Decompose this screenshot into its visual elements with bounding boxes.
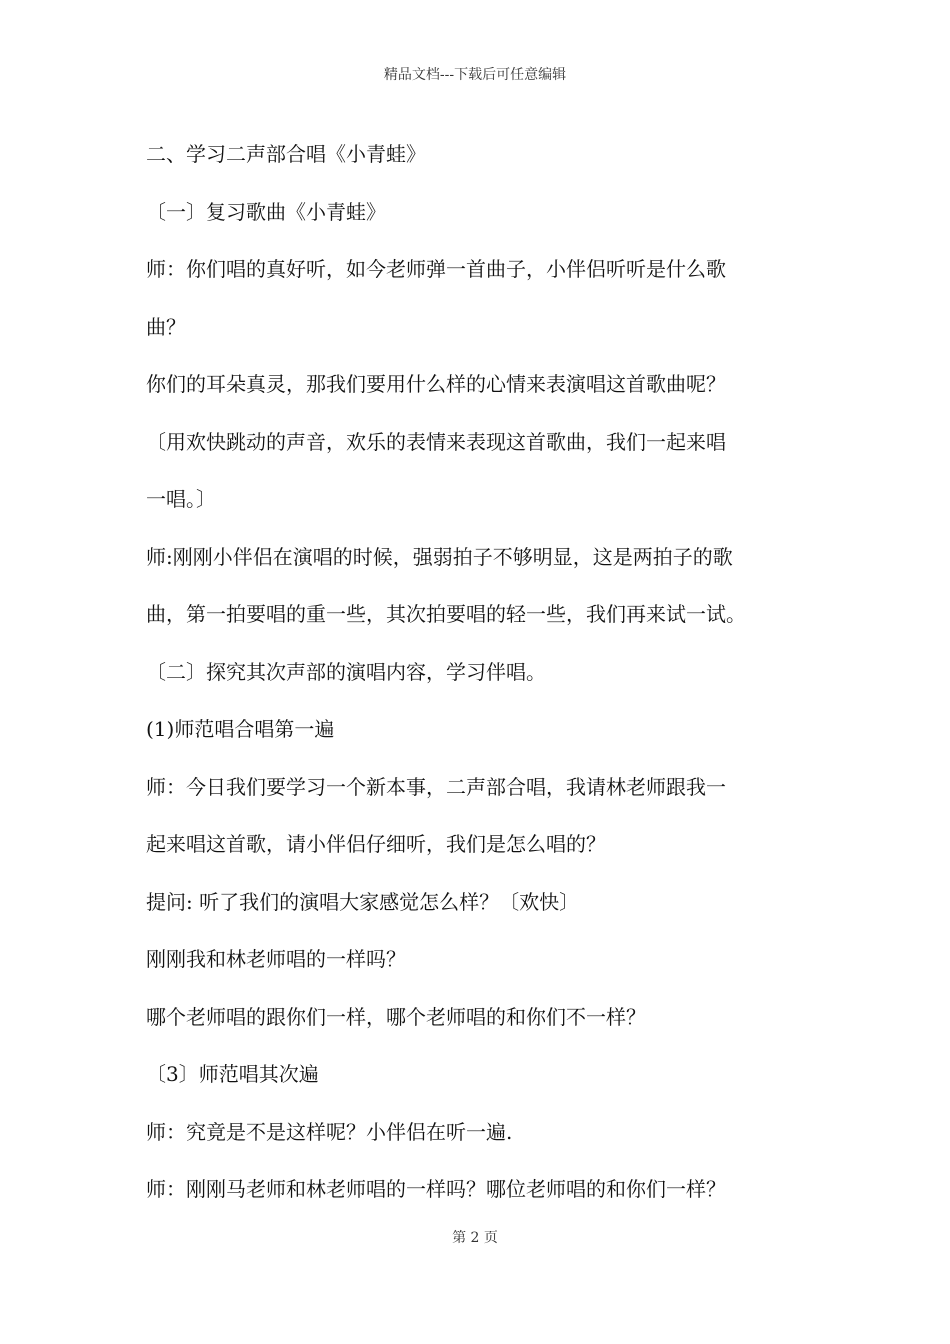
step-heading: (1)师范唱合唱第一遍 (146, 717, 335, 741)
paragraph-line: 师：今日我们要学习一个新本事，二声部合唱，我请林老师跟我一 (146, 774, 726, 799)
paragraph-line: 〔用欢快跳动的声音，欢乐的表情来表现这首歌曲，我们一起来唱 (146, 429, 726, 454)
paragraph-line: 师：刚刚马老师和林老师唱的一样吗？哪位老师唱的和你们一样？ (146, 1177, 726, 1201)
paragraph-line: 提问: 听了我们的演唱大家感觉怎么样？〔欢快〕 (146, 889, 580, 914)
paragraph-line: 哪个老师唱的跟你们一样，哪个老师唱的和你们不一样？ (146, 1004, 646, 1029)
paragraph-line: 起来唱这首歌，请小伴侣仔细听，我们是怎么唱的？ (146, 832, 606, 856)
paragraph-line: 师：究竟是不是这样呢？小伴侣在听一遍. (146, 1119, 513, 1144)
paragraph-line: 曲？ (146, 314, 186, 339)
page-number: 第 2 页 (452, 1230, 498, 1246)
document-body (146, 140, 818, 1233)
paragraph-line: 刚刚我和林老师唱的一样吗？ (146, 947, 406, 971)
step-heading: 〔3〕师范唱其次遍 (146, 1062, 319, 1086)
paragraph-line: 你们的耳朵真灵，那我们要用什么样的心情来表演唱这首歌曲呢？ (146, 372, 726, 396)
paragraph-line: 师：你们唱的真好听，如今老师弹一首曲子，小伴侣听听是什么歌 (146, 257, 726, 281)
subsection-heading: 〔一〕复习歌曲《小青蛙》 (146, 199, 386, 224)
subsection-heading: 〔二〕探究其次声部的演唱内容，学习伴唱。 (146, 659, 546, 684)
section-heading: 二、学习二声部合唱《小青蛙》 (146, 142, 426, 166)
paragraph-line: 一唱。〕 (146, 487, 216, 511)
page-header: 精品文档---下载后可任意编辑 (383, 67, 567, 83)
paragraph-line: 曲，第一拍要唱的重一些，其次拍要唱的轻一些，我们再来试一试。 (146, 602, 746, 626)
paragraph-line: 师:刚刚小伴侣在演唱的时候，强弱拍子不够明显，这是两拍子的歌 (146, 544, 733, 569)
